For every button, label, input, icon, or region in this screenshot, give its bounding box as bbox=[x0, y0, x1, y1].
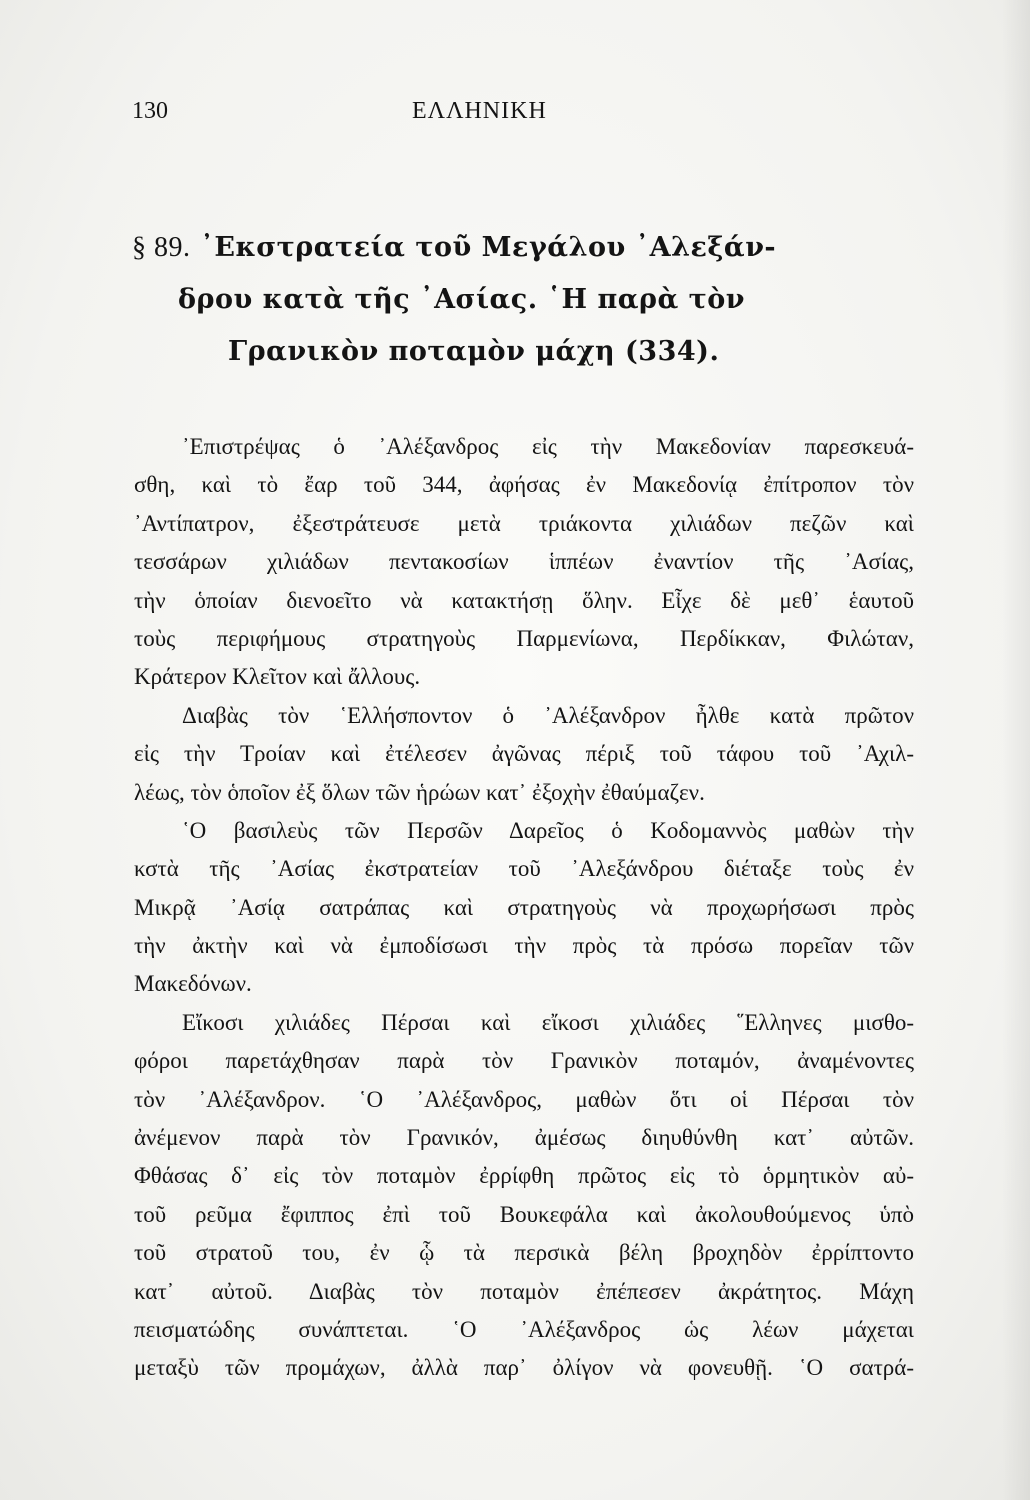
text-line: κατ᾿ αὐτοῦ. Διαβὰς τὸν ποταμὸν ἐπέπεσεν ἀκράτητος. Μάχη bbox=[134, 1278, 914, 1304]
text-line: κστὰ τῆς ᾿Ασίας ἐκστρατείαν τοῦ ᾿Αλεξάνδρου διέταξε τοὺς ἐν bbox=[134, 856, 914, 882]
text-line: εἰς τὴν Τροίαν καὶ ἐτέλεσεν ἀγῶνας πέριξ τοῦ τάφου τοῦ ᾿Αχιλ- bbox=[134, 741, 914, 767]
text-line: μεταξὺ τῶν προμάχων, ἀλλὰ παρ᾿ ὀλίγον νὰ φονευθῇ. ῾Ο σατρά- bbox=[134, 1355, 914, 1381]
section-number: § 89. bbox=[132, 232, 191, 263]
text-line: τοῦ ρεῦμα ἔφιππος ἐπὶ τοῦ Βουκεφάλα καὶ ἀκολουθούμενος ὑπὸ bbox=[134, 1201, 914, 1227]
section-heading-line-1 bbox=[132, 222, 902, 274]
page-edge-shadow bbox=[1002, 0, 1030, 1500]
text-line: Διαβὰς τὸν ῾Ελλήσποντον ὁ ᾿Αλέξανδρον ἦλθε κατὰ πρῶτον bbox=[182, 702, 914, 728]
text-line: Εἴκοσι χιλιάδες Πέρσαι καὶ εἴκοσι χιλιάδες ῞Ελληνες μισθο- bbox=[182, 1009, 914, 1035]
text-line: τεσσάρων χιλιάδων πεντακοσίων ἱππέων ἐναντίον τῆς ᾿Ασίας, bbox=[134, 549, 914, 575]
running-header bbox=[132, 98, 892, 128]
text-line: τὴν ἀκτὴν καὶ νὰ ἐμποδίσωσι τὴν πρὸς τὰ πρόσω πορεῖαν τῶν bbox=[134, 933, 914, 959]
text-line: Κράτερον Κλεῖτον καὶ ἄλλους. bbox=[134, 664, 421, 690]
text-line: Μακεδόνων. bbox=[134, 971, 252, 997]
text-line: τοῦ στρατοῦ του, ἐν ᾧ τὰ περσικὰ βέλη βροχηδὸν ἐρρίπτοντο bbox=[134, 1240, 914, 1266]
section-title-part-1: ᾿Εκστρατεία τοῦ Μεγάλου ᾿Αλεξάν- bbox=[200, 232, 777, 263]
section-title-part-3: Γρανικὸν ποταμὸν μάχη (334). bbox=[228, 336, 720, 367]
text-line: τοὺς περιφήμους στρατηγοὺς Παρμενίωνα, Περδίκκαν, Φιλώταν, bbox=[134, 625, 914, 651]
text-line: φόροι παρετάχθησαν παρὰ τὸν Γρανικὸν ποταμόν, ἀναμένοντες bbox=[134, 1048, 914, 1074]
section-title-part-2: δρου κατὰ τῆς ᾿Ασίας. ῾Η παρὰ τὸν bbox=[178, 284, 746, 315]
text-line: πεισματώδης συνάπτεται. ῾Ο ᾿Αλέξανδρος ὡς λέων μάχεται bbox=[134, 1316, 914, 1342]
text-line: σθη, καὶ τὸ ἔαρ τοῦ 344, ἀφήσας ἐν Μακεδονίᾳ ἐπίτροπον τὸν bbox=[134, 472, 914, 498]
text-line: λέως, τὸν ὁποῖον ἐξ ὅλων τῶν ἡρώων κατ᾿ ἐξοχὴν ἐθαύμαζεν. bbox=[134, 779, 705, 805]
section-heading bbox=[132, 222, 902, 378]
text-line: τὴν ὁποίαν διενοεῖτο νὰ κατακτήσῃ ὅλην. Εἶχε δὲ μεθ᾿ ἑαυτοῦ bbox=[134, 587, 914, 613]
text-line: τὸν ᾿Αλέξανδρον. ῾Ο ᾿Αλέξανδρος, μαθὼν ὅτι οἱ Πέρσαι τὸν bbox=[134, 1086, 914, 1112]
text-line: Μικρᾷ ᾿Ασίᾳ σατράπας καὶ στρατηγοὺς νὰ προχωρήσωσι πρὸς bbox=[134, 894, 914, 920]
body-text bbox=[134, 428, 914, 1388]
text-line: Φθάσας δ᾿ εἰς τὸν ποταμὸν ἐρρίφθη πρῶτος εἰς τὸ ὁρμητικὸν αὐ- bbox=[134, 1163, 914, 1189]
text-line: ᾿Αντίπατρον, ἐξεστράτευσε μετὰ τριάκοντα χιλιάδων πεζῶν καὶ bbox=[134, 510, 914, 536]
text-line: ἀνέμενον παρὰ τὸν Γρανικόν, ἀμέσως διηυθύνθη κατ᾿ αὐτῶν. bbox=[134, 1125, 914, 1151]
text-line: ᾿Επιστρέψας ὁ ᾿Αλέξανδρος εἰς τὴν Μακεδονίαν παρεσκευά- bbox=[182, 434, 914, 459]
page-number: 130 bbox=[132, 98, 168, 124]
running-title: ΕΛΛΗΝΙΚΗ bbox=[412, 98, 547, 124]
text-line: ῾Ο βασιλεὺς τῶν Περσῶν Δαρεῖος ὁ Κοδομαννὸς μαθὼν τὴν bbox=[182, 817, 914, 843]
